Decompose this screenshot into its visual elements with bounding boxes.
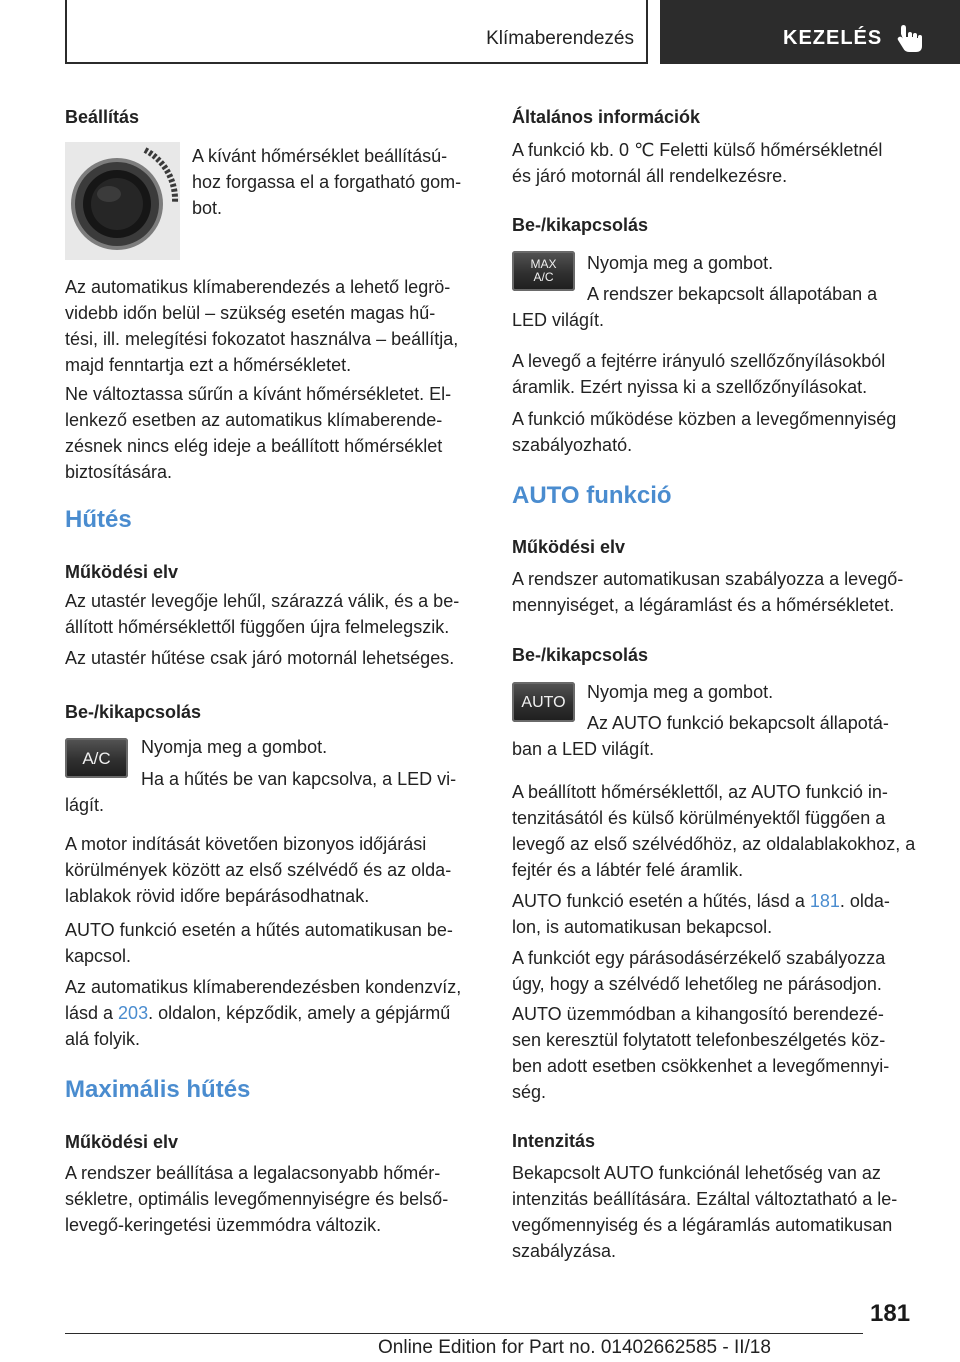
rotary-knob-icon [65,142,180,260]
paragraph-line: A beállított hőmérséklettől, az AUTO funkció in- [512,782,888,802]
paragraph-line: videbb időn belül – szükség esetén magas hű- [65,303,436,323]
paragraph-line: körülmények között az első szélvédő és az olda- [65,860,452,880]
pointing-hand-icon [893,20,929,56]
paragraph-line: biztosítására. [65,462,173,482]
heading-beallitas: Beállítás [65,107,140,127]
paragraph-line-with-link [512,888,890,914]
paragraph-line: úgy, hogy a szélvédő lehetőleg ne párásodjon. [512,974,882,994]
page-link-181[interactable]: 181 [809,891,840,911]
paragraph-line: Az utastér levegője lehűl, szárazzá válik, és a be- [65,591,460,611]
paragraph-line: levegő-keringetési üzemmódra változik. [65,1215,382,1235]
paragraph-line: ben adott esetben csökkenhet a levegőmennyi- [512,1056,890,1076]
paragraph-line: sékletre, optimális levegőmennyiségre és belső- [65,1189,449,1209]
paragraph-line: áramlik. Ezért nyissa ki a szellőzőnyílásokat. [512,377,868,397]
paragraph-line: levegő az első szélvédőhöz, az oldalablakokhoz, a [512,834,916,854]
header-section-tab [660,0,960,64]
ac-line-3: lágít. [65,795,105,815]
paragraph-line: A rendszer automatikusan szabályozza a levegő- [512,569,904,589]
edition-text: Online Edition for Part no. 01402662585 - II/18 [378,1337,771,1358]
ac-line-1: Nyomja meg a gombot. [141,737,328,757]
paragraph-line: szabályozható. [512,435,633,455]
paragraph-line: alá folyik. [65,1029,141,1049]
paragraph-line: AUTO funkció esetén a hűtés automatikusan be- [65,920,453,940]
beallitas-line-3: bot. [192,198,223,218]
page-number: 181 [870,1300,911,1327]
auto-line-3: ban a LED világít. [512,739,655,759]
text-span: . oldalon, képződik, amely a gépjármű [148,1003,451,1023]
text-span: . olda- [839,891,890,911]
paragraph-line: A funkció kb. 0 ℃ Feletti külső hőmérsékletnél [512,140,883,160]
paragraph-line: kapcsol. [65,946,132,966]
paragraph-line: lablakok rövid időre bepárásodhatnak. [65,886,370,906]
auto-button-image: AUTO [512,682,575,722]
maxac-line-2: A rendszer bekapcsolt állapotában a [587,284,878,304]
paragraph-line: intenzitás beállítására. Ezáltal változtatható a le- [512,1189,898,1209]
paragraph-line: állított hőmérséklettől függően újra felmelegszik. [65,617,450,637]
maxac-line-3: LED világít. [512,310,605,330]
paragraph-line: Ne változtassa sűrűn a kívánt hőmérsékletet. El- [65,384,452,404]
paragraph-line: vegőmennyiség és a légáramlás automatikusan [512,1215,893,1235]
subheading-intenzitas: Intenzitás [512,1131,596,1151]
paragraph-line: A motor indítását követően bizonyos időjárási [65,834,427,854]
paragraph-line: Az utastér hűtése csak járó motornál lehetséges. [65,648,455,668]
paragraph-line: Bekapcsolt AUTO funkciónál lehetőség van az [512,1163,881,1183]
max-ac-button-image [512,251,575,291]
chapter-title: Klímaberendezés [486,28,634,49]
ac-label: A/C [533,270,554,284]
paragraph-line: mennyiséget, a légáramlást és a hőmérsékletet. [512,595,895,615]
beallitas-line-1: A kívánt hőmérséklet beállítású- [192,146,448,166]
paragraph-line: sen keresztül folytatott telefonbeszélgetés köz- [512,1030,886,1050]
paragraph-line: AUTO üzemmódban a kihangosító berendezé- [512,1004,884,1024]
paragraph-line: lon, is automatikusan bekapcsol. [512,917,773,937]
header-chapter-box [65,0,648,64]
paragraph-line: majd fenntartja ezt a hőmérsékletet. [65,355,352,375]
auto-line-2: Az AUTO funkció bekapcsolt állapotá- [587,713,889,733]
paragraph-line-with-link [65,1000,450,1026]
auto-line-1: Nyomja meg a gombot. [587,682,774,702]
paragraph-line: tési, ill. melegítési fokozatot használva – beállítja, [65,329,459,349]
subheading-mukodesi-elv: Működési elv [65,1132,179,1152]
subheading-bekikapcsolas: Be-/kikapcsolás [512,645,649,665]
section-title-hutes: Hűtés [65,506,132,533]
beallitas-line-2: hoz forgassa el a forgatható gom- [192,172,462,192]
section-title: KEZELÉS [783,27,883,49]
text-span: lásd a [65,1003,119,1023]
paragraph-line: A rendszer beállítása a legalacsonyabb hőmér- [65,1163,441,1183]
page-link-203[interactable]: 203 [118,1003,149,1023]
paragraph-line: szabályzása. [512,1241,617,1261]
paragraph-line: A levegő a fejtérre irányuló szellőzőnyílásokból [512,351,886,371]
ac-line-2: Ha a hűtés be van kapcsolva, a LED vi- [141,769,457,789]
paragraph-line: ség. [512,1082,547,1102]
paragraph-line: lenkező esetben az automatikus klímaberende- [65,410,443,430]
max-label: MAX [530,257,557,271]
ac-button-image: A/C [65,738,128,778]
section-title-auto-funkcio: AUTO funkció [512,482,672,509]
paragraph-line: zésnek nincs elég ideje a beállított hőmérséklet [65,436,443,456]
paragraph-line: Az automatikus klímaberendezés a lehető legrö- [65,277,451,297]
paragraph-line: tenzitásától és külső körülményektől függően a [512,808,886,828]
paragraph-line: A funkció működése közben a levegőmennyiség [512,409,897,429]
section-title-maximalis-hutes: Maximális hűtés [65,1076,251,1103]
subheading-mukodesi-elv: Működési elv [65,562,179,582]
maxac-line-1: Nyomja meg a gombot. [587,253,774,273]
text-span: AUTO funkció esetén a hűtés, lásd a [512,891,810,911]
temperature-knob-image [65,142,180,260]
paragraph-line: és járó motornál áll rendelkezésre. [512,166,788,186]
paragraph-line: Az automatikus klímaberendezésben kondenzvíz, [65,977,462,997]
subheading-bekikapcsolas: Be-/kikapcsolás [512,215,649,235]
footer-divider [65,1333,863,1334]
subheading-mukodesi-elv: Működési elv [512,537,626,557]
paragraph-line: fejtér és a lábtér felé áramlik. [512,860,744,880]
heading-altalanos: Általános információk [512,107,701,127]
subheading-bekikapcsolas: Be-/kikapcsolás [65,702,202,722]
paragraph-line: A funkciót egy párásodásérzékelő szabályozza [512,948,886,968]
